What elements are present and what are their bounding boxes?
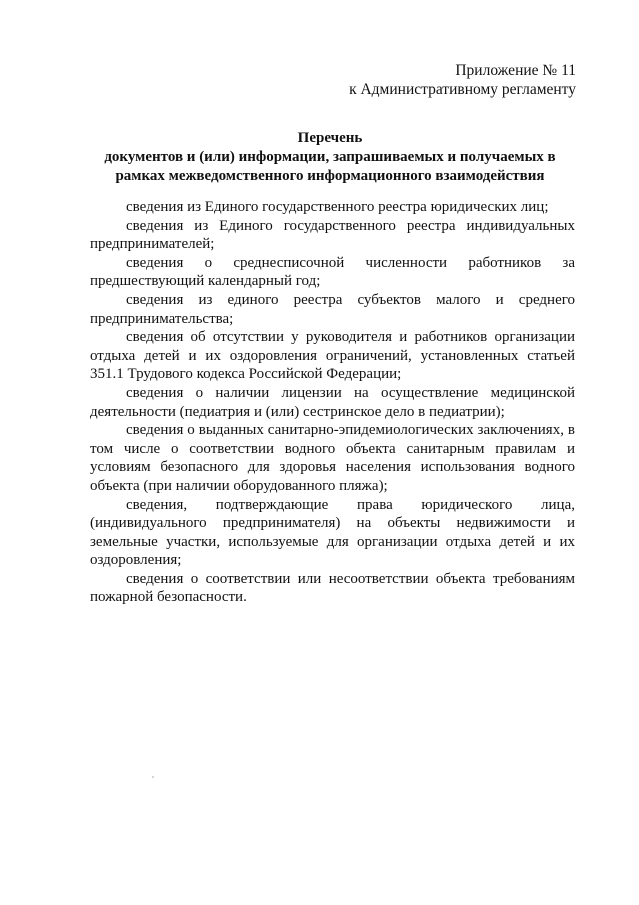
- list-item: сведения из Единого государственного реестра индивидуальных предпринимателей;: [90, 217, 575, 253]
- list-item: сведения из Единого государственного реестра юридических лиц;: [126, 199, 549, 215]
- list-item: сведения об отсутствии у руководителя и работников организации отдыха детей и их оздоровления ограничений, установленных статьей 351.1 Трудового кодекса Российской Федерации;: [90, 329, 575, 383]
- list-item: сведения о наличии лицензии на осуществление медицинской деятельности (педиатрия и (или) сестринское дело в педиатрии);: [90, 384, 575, 420]
- list-item: сведения, подтверждающие права юридического лица, (индивидуального предпринимателя) на объекты недвижимости и земельные участки, используемые для организации отдыха детей и их оздоровления;: [90, 496, 575, 569]
- appendix-number: Приложение № 11: [455, 62, 576, 79]
- scan-artifact: [152, 776, 154, 778]
- heading-title: Перечень: [297, 130, 363, 146]
- list-item: сведения о соответствии или несоответствии объекта требованиям пожарной безопасности.: [90, 570, 575, 606]
- appendix-reference: к Административному регламенту: [349, 81, 576, 98]
- heading-line-2: документов и (или) информации, запрашиваемых и получаемых в: [104, 149, 556, 165]
- heading-line-3: рамках межведомственного информационного взаимодействия: [115, 168, 545, 184]
- list-item: сведения из единого реестра субъектов малого и среднего предпринимательства;: [90, 291, 575, 327]
- list-item: сведения о выданных санитарно-эпидемиологических заключениях, в том числе о соответствии водного объекта санитарным правилам и условиям безопасного для здоровья населения использования водного объекта (при наличии оборудованного пляжа);: [90, 422, 575, 494]
- document-list: [90, 198, 575, 607]
- list-item: сведения о среднесписочной численности работников за предшествующий календарный год;: [90, 254, 575, 290]
- appendix-header: [349, 61, 576, 99]
- document-heading: [90, 129, 570, 186]
